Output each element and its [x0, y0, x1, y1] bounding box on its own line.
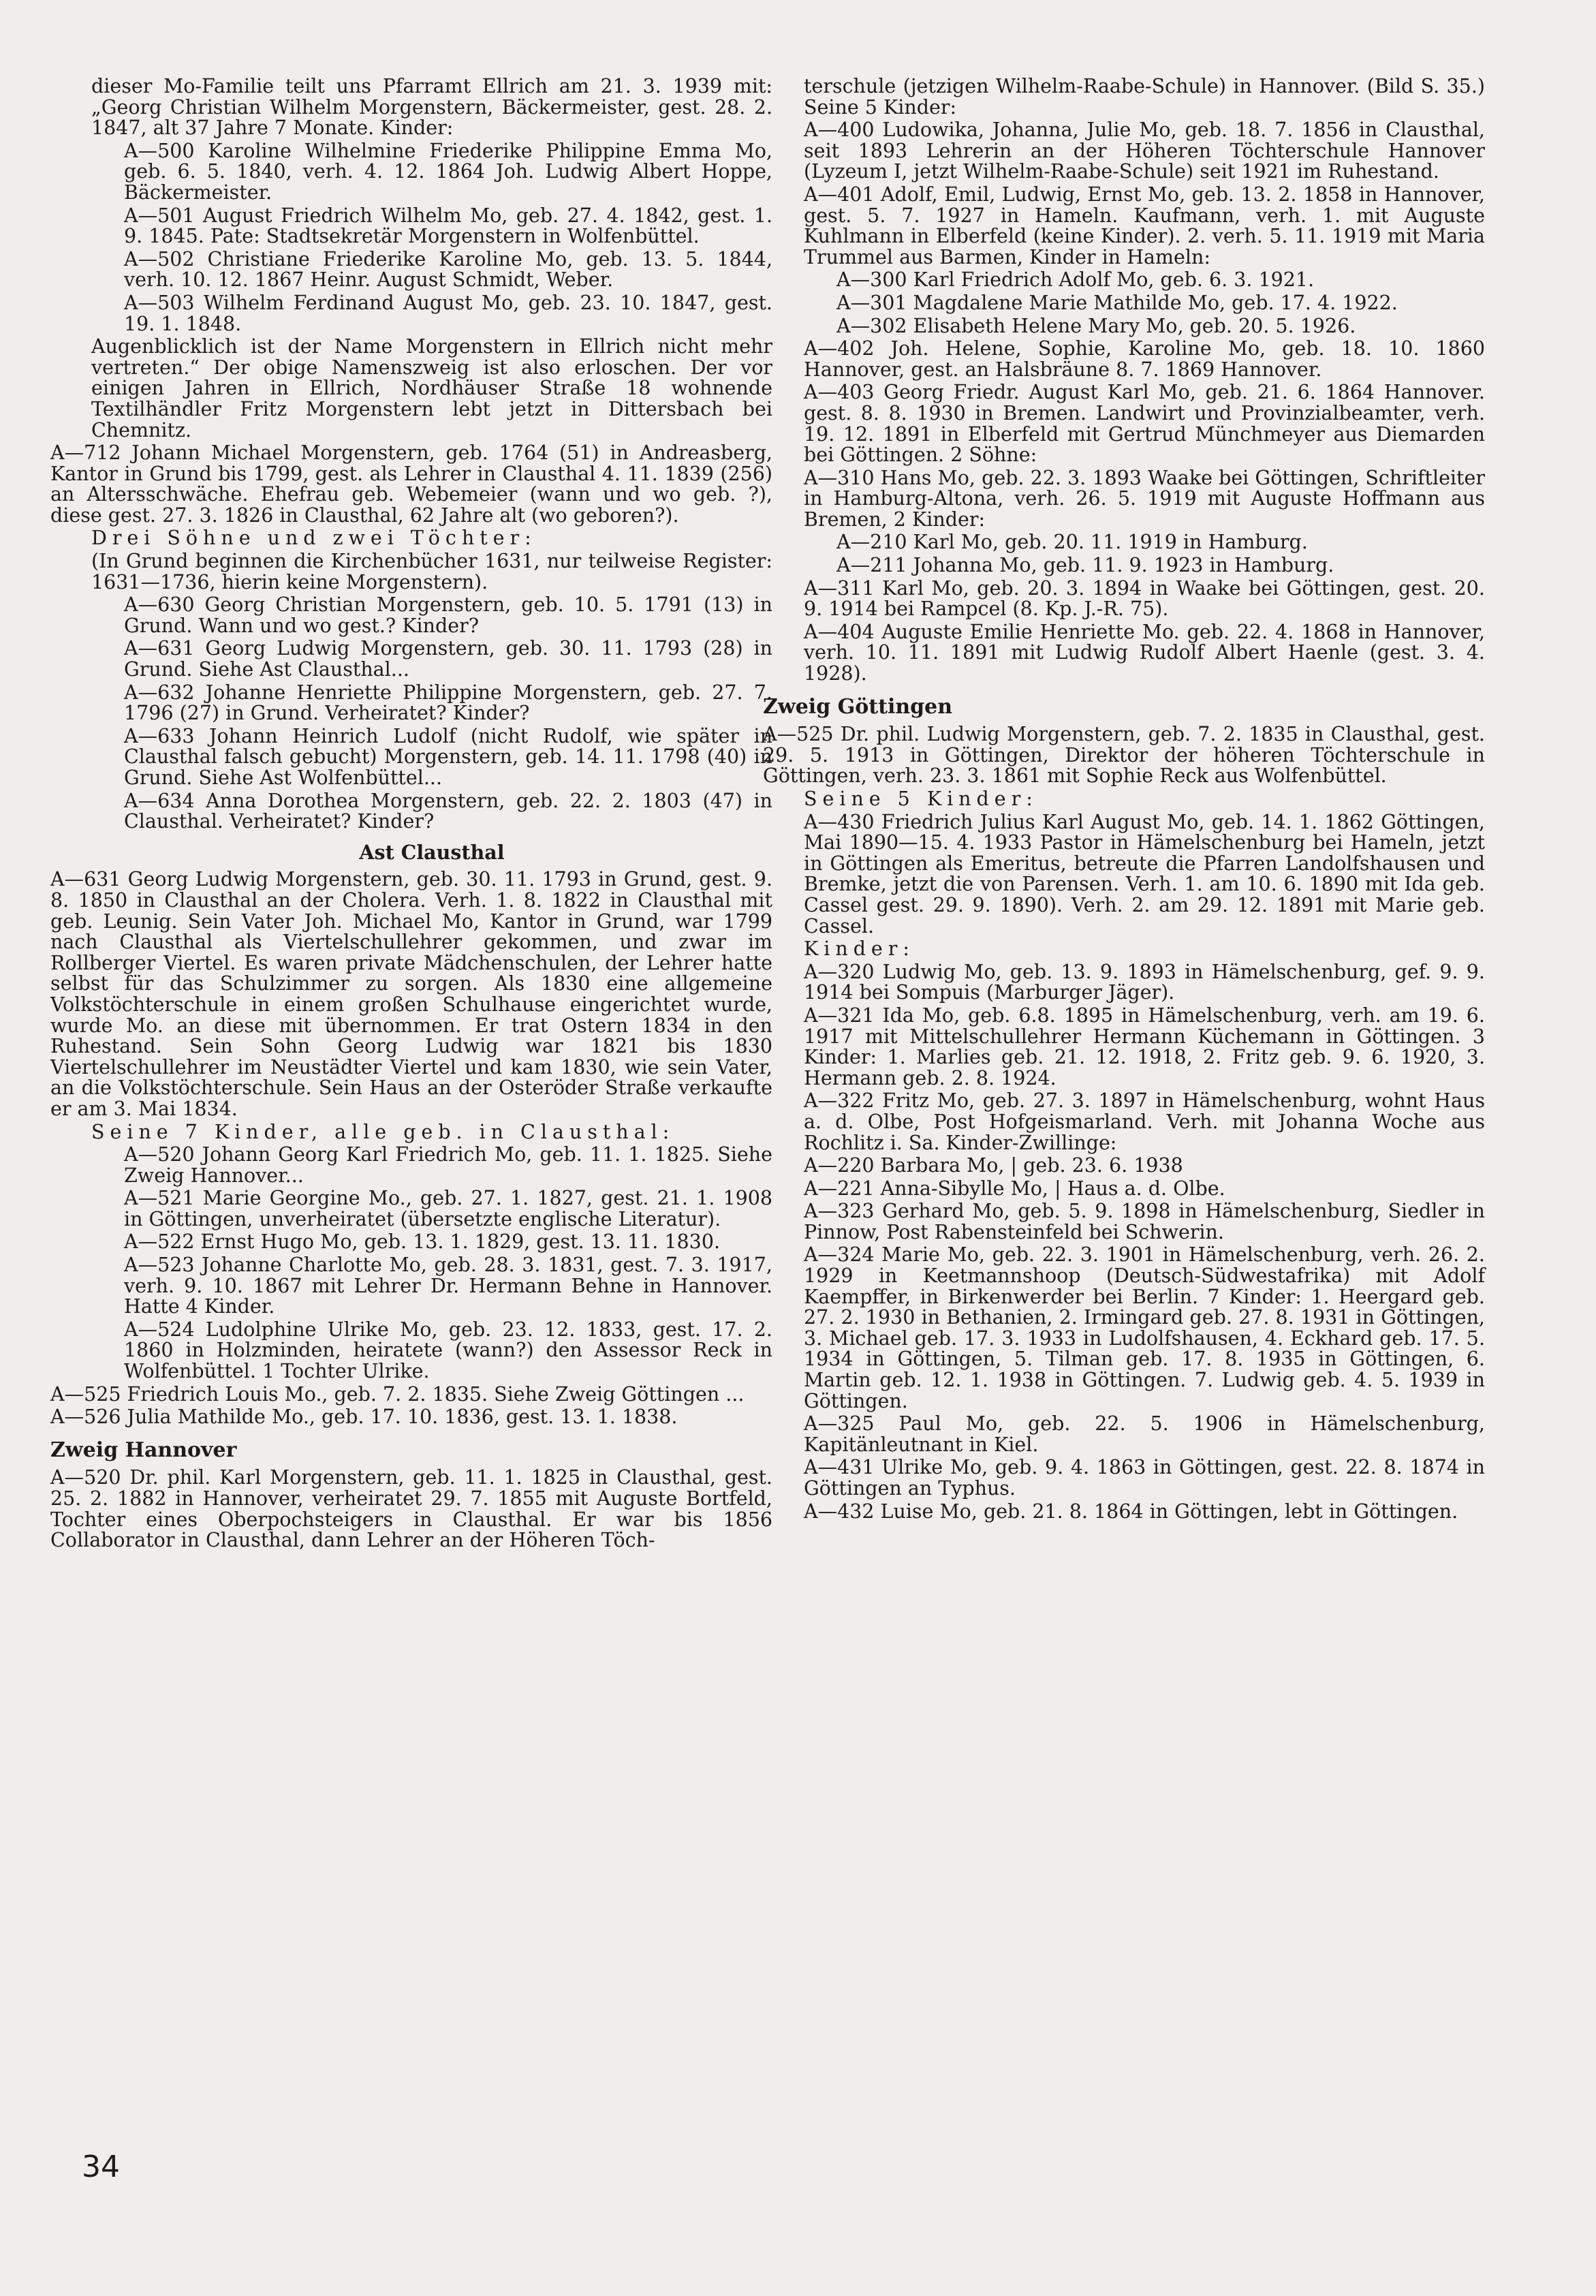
- entry: A—301 Magdalene Marie Mathilde Mo, geb. 17. 4. 1922.: [836, 291, 1398, 314]
- entry: A—323 Gerhard Mo, geb. 5. 9. 1898 in Hämelschenburg, Siedler in Pinnow, Post Rabensteinfeld bei Schwerin.: [804, 1200, 1485, 1243]
- entry: A—302 Elisabeth Helene Mary Mo, geb. 20. 5. 1926.: [836, 314, 1356, 337]
- paragraph: (In Grund beginnen die Kirchenbücher 1631, nur teilweise Register: 1631—1736, hierin keine Morgenstern).: [91, 550, 772, 593]
- entry: A—402 Joh. Helene, Sophie, Karoline Mo, geb. 18. 10. 1860 Hannover, gest. an Halsbräune 8. 7. 1869 Hannover.: [804, 337, 1485, 381]
- paragraph: terschule (jetzigen Wilhelm-Raabe-Schule) in Hannover. (Bild S. 35.) Seine 5 Kinder:: [804, 75, 1485, 119]
- entry: A—221 Anna-Sibylle Mo, | Haus a. d. Olbe.: [804, 1177, 1225, 1200]
- entry: A—404 Auguste Emilie Henriette Mo. geb. 22. 4. 1868 in Hannover, verh. 10. 11. 1891 mit Ludwig Rudolf Albert Haenle (gest. 3. 4. 1928).: [804, 620, 1485, 685]
- entry: A—210 Karl Mo, geb. 20. 11. 1919 in Hamburg.: [836, 531, 1308, 554]
- entry: A—631 Georg Ludwig Morgenstern, geb. 30. 11. 1793 (28) in Grund. Siehe Ast Clausthal...: [124, 637, 772, 681]
- entry: A—400 Ludowika, Johanna, Julie Mo, geb. 18. 7. 1856 in Clausthal, seit 1893 Lehrerin an der Höheren Töchterschule Hannover (Lyzeum I, jetzt Wilhelm-Raabe-Schule) seit 1921 im Ruhestand.: [804, 119, 1485, 183]
- entry: A—300 Karl Friedrich Adolf Mo, geb. 6. 3. 1921.: [836, 268, 1315, 292]
- page-number: 34: [82, 2150, 120, 2184]
- entry: A—401 Adolf, Emil, Ludwig, Ernst Mo, geb. 13. 2. 1858 in Hannover, gest. 5. 7. 1927 in Hameln. Kaufmann, verh. 1. mit Auguste Kuhlmann in Elberfeld (keine Kinder). 2. verh. 5. 11. 1919 mit Maria Trummel aus Barmen, Kinder in Hameln:: [804, 183, 1485, 268]
- entry: A—520 Dr. phil. Karl Morgenstern, geb. 11. 1. 1825 in Clausthal, gest. 25. 2. 1882 in Hannover, verheiratet 29. 7. 1855 mit Auguste Bortfeld, Tochter eines Oberpochsteigers in Clausthal. Er war bis 1856 Collaborator in Clausthal, dann Lehrer an der Höheren Töch-: [50, 1466, 772, 1552]
- entry: A—310 Hans Mo, geb. 22. 3. 1893 Waake bei Göttingen, Schriftleiter in Hamburg-Altona, verh. 26. 5. 1919 mit Auguste Hoffmann aus Bremen, 2 Kinder:: [804, 466, 1485, 531]
- entry: A—431 Ulrike Mo, geb. 9. 4. 1863 in Göttingen, gest. 22. 8. 1874 in Göttingen an Typhus.: [804, 1456, 1485, 1500]
- subheading: Kinder:: [804, 937, 915, 961]
- subheading: Seine 5 Kinder:: [804, 788, 1038, 810]
- entry: A—526 Julia Mathilde Mo., geb. 17. 10. 1836, gest. 13. 1. 1838.: [50, 1406, 678, 1429]
- entry: A—432 Luise Mo, geb. 21. 8. 1864 in Göttingen, lebt in Göttingen.: [804, 1500, 1458, 1523]
- entry: A—520 Johann Georg Karl Friedrich Mo, geb. 11. 1. 1825. Siehe Zweig Hannover...: [124, 1143, 772, 1187]
- entry: A—320 Ludwig Mo, geb. 13. 9. 1893 in Hämelschenburg, gef. 9. 9. 1914 bei Sompuis (Marburger Jäger).: [804, 960, 1485, 1004]
- entry: A—632 Johanne Henriette Philippine Morgenstern, geb. 27. 7. 1796 (27) in Grund. Verheiratet? Kinder?: [124, 681, 772, 725]
- entry: A—502 Christiane Friederike Karoline Mo, geb. 13. 5. 1844, verh. 10. 12. 1867 Heinr. August Schmidt, Weber.: [124, 247, 772, 292]
- entry: A—503 Wilhelm Ferdinand August Mo, geb. 23. 10. 1847, gest. 19. 1. 1848.: [124, 291, 772, 335]
- entry: A—211 Johanna Mo, geb. 11. 9. 1923 in Hamburg.: [836, 554, 1334, 577]
- entry: A—524 Ludolphine Ulrike Mo, geb. 23. 12. 1833, gest. 17. 2. 1860 in Holzminden, heiratete (wann?) den Assessor Reck in Wolfenbüttel. 1 Tochter Ulrike.: [124, 1318, 772, 1383]
- entry: A—630 Georg Christian Morgenstern, geb. 10. 5. 1791 (13) in Grund. Wann und wo gest.? Kinder?: [124, 593, 772, 637]
- entry: A—631 Georg Ludwig Morgenstern, geb. 30. 11. 1793 in Grund, gest. 9. 8. 1850 in Clausthal an der Cholera. Verh. 1. 8. 1822 in Clausthal mit geb. Leunig. Sein Vater Joh. Michael Mo, Kantor in Grund, war 1799 nach Clausthal als Viertelschullehrer gekommen, und zwar im Rollberger Viertel. Es waren private Mädchenschulen, der Lehrer hatte selbst für das Schulzimmer zu sorgen. Als 1830 eine allgemeine Volkstöchterschule in einem großen Schulhause eingerichtet wurde, wurde Mo. an diese mit übernommen. Er trat Ostern 1834 in den Ruhestand. Sein Sohn Georg Ludwig war 1821 bis 1830 Viertelschullehrer im Neustädter Viertel und kam 1830, wie sein Vater, an die Volkstöchterschule. Sein Haus an der Osteröder Straße verkaufte er am 3. Mai 1834.: [50, 868, 772, 1120]
- entry: A—321 Ida Mo, geb. 6.8. 1895 in Hämelschenburg, verh. am 19. 6. 1917 mit Mittelschullehrer Hermann Küchemann in Göttingen. 3 Kinder: 1. Marlies geb. 21. 12. 1918, 2. Fritz geb. 9. 6. 1920, 3. Hermann geb. 2. 8. 1924.: [804, 1004, 1485, 1089]
- entry: A—324 Marie Mo, geb. 22. 3. 1901 in Hämelschenburg, verh. 26. 2. 1929 in Keetmannshoop (Deutsch-Südwestafrika) mit Adolf Kaempffer, in Birkenwerder bei Berlin. 7 Kinder: 1. Heergard geb. 27. 2. 1930 in Bethanien, 2. Irmingard geb. 27. 8. 1931 in Göttingen, 3. Michael geb. 17. 3. 1933 in Ludolfshausen, 4. Eckhard geb. 17. 5. 1934 in Göttingen, 5. Tilman geb. 17. 8. 1935 in Göttingen, 6. Martin geb. 12. 1. 1938 in Göttingen. 7. Ludwig geb. 4. 5. 1939 in Göttingen.: [804, 1243, 1485, 1412]
- section-heading: Zweig Göttingen: [763, 694, 953, 719]
- right-column: [763, 75, 1485, 1524]
- subheading: Drei Söhne und zwei Töchter:: [91, 527, 537, 550]
- subheading: Seine 7 Kinder, alle geb. in Clausthal:: [91, 1120, 675, 1143]
- entry: A—633 Johann Heinrich Ludolf (nicht Rudolf, wie später in Clausthal falsch gebucht) Morgenstern, geb. 14. 11. 1798 (40) in Grund. Siehe Ast Wolfenbüttel...: [124, 724, 772, 789]
- entry: A—501 August Friedrich Wilhelm Mo, geb. 27. 4. 1842, gest. 1. 9. 1845. Pate: Stadtsekretär Morgenstern in Wolfenbüttel.: [124, 204, 772, 248]
- left-column: [50, 75, 772, 1553]
- entry: A—500 Karoline Wilhelmine Friederike Philippine Emma Mo, geb. 6. 5. 1840, verh. 4. 12. 1864 Joh. Ludwig Albert Hoppe, Bäckermeister.: [124, 139, 772, 204]
- entry: A—525 Dr. phil. Ludwig Morgenstern, geb. 7. 2. 1835 in Clausthal, gest. 29. 5. 1913 in Göttingen, Direktor der höheren Töchterschule in Göttingen, verh. 23. 3. 1861 mit Sophie Reck aus Wolfenbüttel.: [763, 723, 1485, 788]
- entry: A—322 Fritz Mo, geb. 27. 3. 1897 in Hämelschenburg, wohnt Haus a. d. Olbe, Post Hofgeismarland. Verh. mit Johanna Woche aus Rochlitz i. Sa. Kinder-Zwillinge:: [804, 1089, 1485, 1154]
- paragraph: Augenblicklich ist der Name Morgenstern in Ellrich nicht mehr vertreten.“ Der obige Namenszweig ist also erloschen. Der vor einigen Jahren in Ellrich, Nordhäuser Straße 18 wohnende Textilhändler Fritz Morgenstern lebt jetzt in Dittersbach bei Chemnitz.: [91, 335, 772, 441]
- section-heading: Ast Clausthal: [359, 840, 505, 864]
- entry: A—522 Ernst Hugo Mo, geb. 13. 1. 1829, gest. 13. 11. 1830.: [124, 1230, 721, 1254]
- entry: A—325 Paul Mo, geb. 22. 5. 1906 in Hämelschenburg, Kapitänleutnant in Kiel.: [804, 1412, 1485, 1456]
- entry: A—521 Marie Georgine Mo., geb. 27. 1. 1827, gest. 21. 1. 1908 in Göttingen, unverheiratet (übersetzte englische Literatur).: [124, 1187, 772, 1230]
- entry: A—523 Johanne Charlotte Mo, geb. 28. 3. 1831, gest. 7. 3. 1917, verh. 9. 10. 1867 mit Lehrer Dr. Hermann Behne in Hannover. Hatte 4 Kinder.: [124, 1254, 772, 1318]
- entry: A—311 Karl Mo, geb. 20. 3. 1894 in Waake bei Göttingen, gest. 20. 9. 1914 bei Rampcel (8. Kp. J.-R. 75).: [804, 576, 1485, 621]
- paragraph: dieser Mo-Familie teilt uns Pfarramt Ellrich am 21. 3. 1939 mit: „Georg Christian Wilhelm Morgenstern, Bäckermeister, gest. 28. 2. 1847, alt 37 Jahre 7 Monate. Kinder:: [91, 75, 772, 140]
- section-heading: Zweig Hannover: [50, 1438, 237, 1462]
- entry: A—430 Friedrich Julius Karl August Mo, geb. 14. 1. 1862 Göttingen, Mai 1890—15. 4. 1933 Pastor in Hämelschenburg bei Hameln, jetzt in Göttingen als Emeritus, betreute die Pfarren Landolfshausen und Bremke, jetzt die von Parensen. Verh. 1. am 10. 6. 1890 mit Ida geb. Cassel gest. 29. 9. 1890). Verh. 2. am 29. 12. 1891 mit Marie geb. Cassel.: [804, 810, 1485, 937]
- entry: A—525 Friedrich Louis Mo., geb. 7. 2. 1835. Siehe Zweig Göttingen ...: [50, 1382, 745, 1406]
- entry: A—712 Johann Michael Morgenstern, geb. 1764 (51) in Andreasberg, Kantor in Grund bis 1799, gest. als Lehrer in Clausthal 4. 11. 1839 (256) an Altersschwäche. Ehefrau geb. Webemeier (wann und wo geb. ?), diese gest. 27. 3. 1826 in Clausthal, 62 Jahre alt (wo geboren?).: [50, 441, 772, 527]
- entry: A—403 Georg Friedr. August Karl Mo, geb. 21. 6. 1864 Hannover. gest. 8. 8. 1930 in Bremen. Landwirt und Provinzialbeamter, verh. 19. 12. 1891 in Elberfeld mit Gertrud Münchmeyer aus Diemarden bei Göttingen. 2 Söhne:: [804, 381, 1485, 467]
- entry: A—634 Anna Dorothea Morgenstern, geb. 22. 2. 1803 (47) in Clausthal. Verheiratet? Kinder?: [124, 789, 772, 833]
- entry: A—220 Barbara Mo, | geb. 23. 6. 1938: [804, 1154, 1183, 1177]
